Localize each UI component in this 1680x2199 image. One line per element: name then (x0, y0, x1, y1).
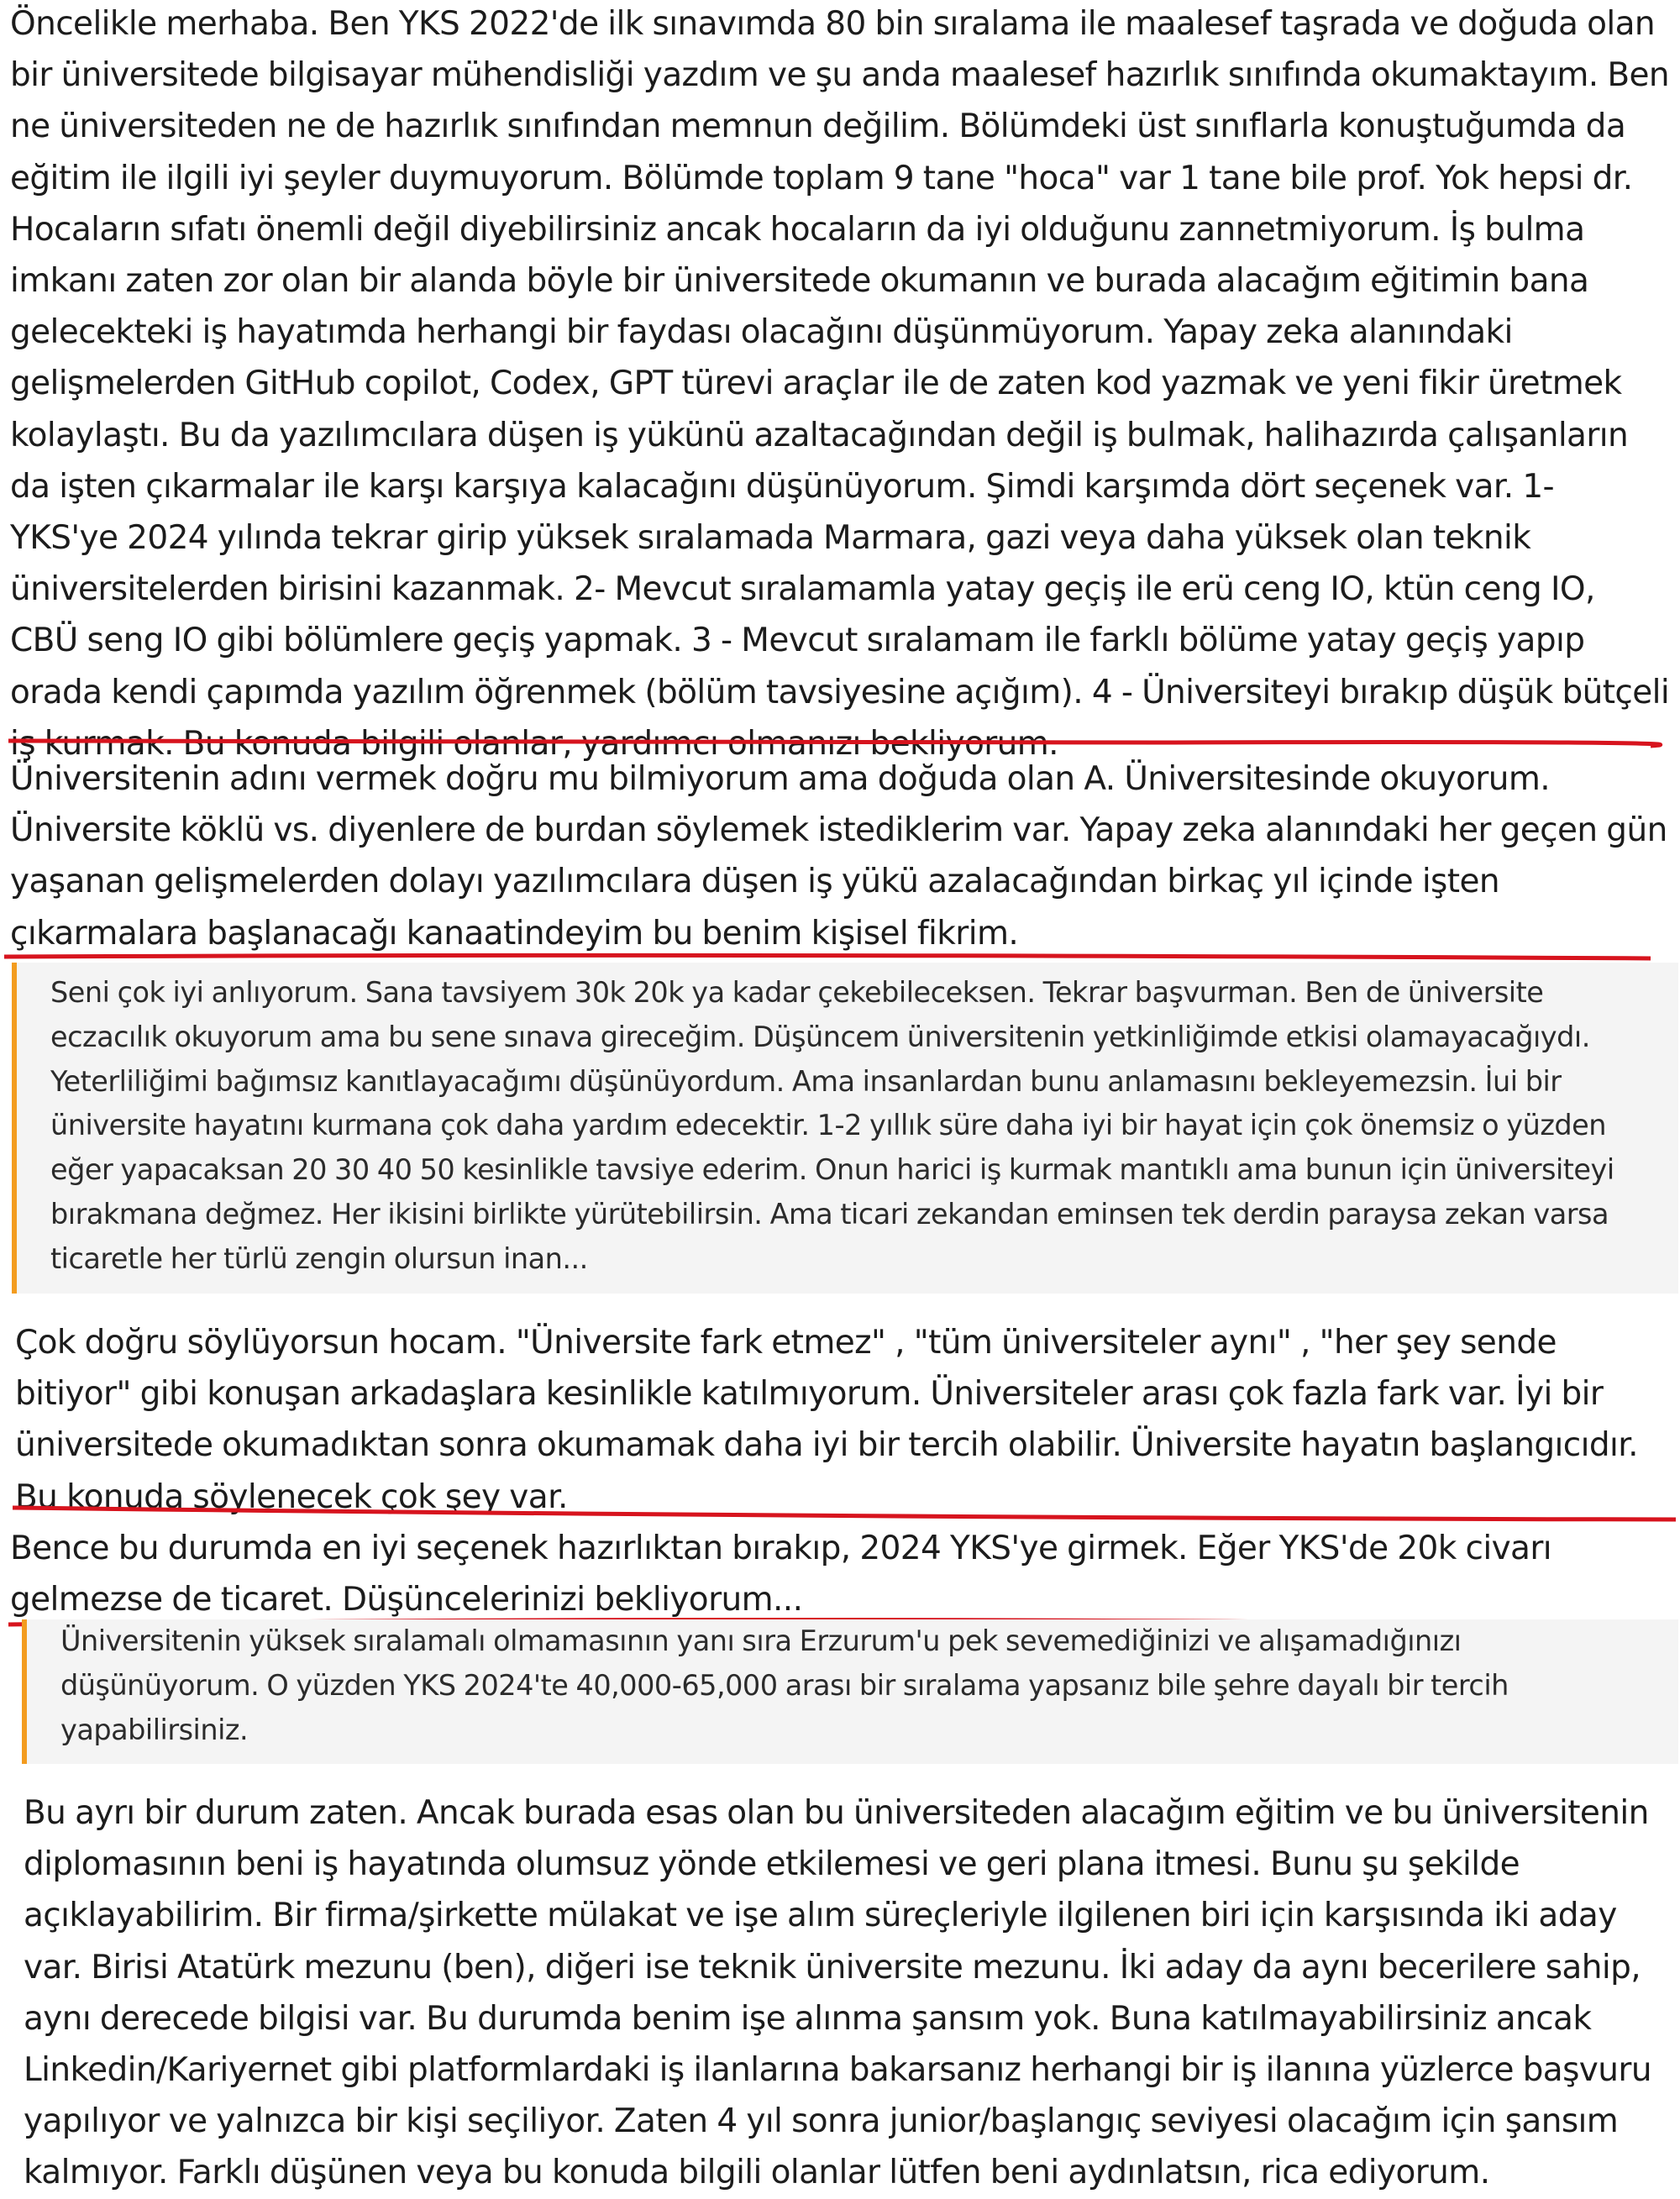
post-text: Öncelikle merhaba. Ben YKS 2022'de ilk sınavımda 80 bin sıralama ile maalesef taşrada ve doğuda olan bir üniversitede bilgisayar mühendisliği yazdım ve şu anda maalesef hazırlık sınıfında okumaktayım. Ben ne üniversiteden ne de hazırlık sınıfından memnun değilim. Bölümdeki üst sınıflarla konuştuğumda da eğitim ile ilgili iyi şeyler duymuyorum. Bölümde toplam 9 tane "hoca" var 1 tane bile prof. Yok hepsi dr. Hocaların sıfatı önemli değil diyebilirsiniz ancak hocaların da iyi olduğunu zannetmiyorum. İş bulma imkanı zaten zor olan bir alanda böyle bir üniversitede okumanın ve burada alacağım eğitimin bana gelecekteki iş hayatımda herhangi bir faydası olacağını düşünmüyorum. Yapay zeka alanındaki gelişmelerden GitHub copilot, Codex, GPT türevi araçlar ile de zaten kod yazmak ve yeni fikir üretmek kolaylaştı. Bu da yazılımcılara düşen iş yükünü azaltacağından değil iş bulmak, halihazırda çalışanların da işten çıkarmalar ile karşı karşıya kalacağını düşünüyorum. Şimdi karşımda dört seçenek var. 1- YKS'ye 2024 yılında tekrar girip yüksek sıralamada Marmara, gazi veya daha yüksek olan teknik üniversitelerden birisini kazanmak. 2- Mevcut sıralamamla yatay geçiş ile erü ceng IO, ktün ceng IO, CBÜ seng IO gibi bölümlere geçiş yapmak. 3 - Mevcut sıralamam ile farklı bölüme yatay geçiş yapıp orada kendi çapımda yazılım öğrenmek (bölüm tavsiyesine açığım). 4 - Üniversiteyi bırakıp düşük bütçeli iş kurmak. Bu konuda bilgili olanlar, yardımcı olmanızı bekliyorum. (10, 5, 1670, 763)
quote-text: Seni çok iyi anlıyorum. Sana tavsiyem 30k 20k ya kadar çekebileceksen. Tekrar başvurman. Ben de üniversite eczacılık okuyorum ama bu sene sınava gireceğim. Düşüncem üniversitenin yetkinliğimde etkisi olamayacağıydı. Yeterliliğimi bağımsız kanıtlayacağımı düşünüyordum. Ama insanlardan bunu anlamasını bekleyemezsin. İui bir üniversite hayatını kurmana çok daha yardım edecektir. 1-2 yıllık süre daha iyi bir hayat için çok önemsiz o yüzden eğer yapacaksan 20 30 40 50 kesinlikle tavsiye ederim. Onun harici iş kurmak mantıklı ama bunun için üniversiteyi bırakmana değmez. Her ikisini birlikte yürütebilirsin. Ama ticari zekandan eminsen tek derdin paraysa zekan varsa ticaretle her türlü zengin olursun inan... (50, 976, 1614, 1275)
post-reply-1 (10, 753, 1670, 959)
post-text: Bence bu durumda en iyi seçenek hazırlıktan bırakıp, 2024 YKS'ye girmek. Eğer YKS'de 20k civarı gelmezse de ticaret. Düşüncelerinizi bekliyorum... (10, 1530, 1552, 1619)
post-text: Üniversitenin adını vermek doğru mu bilmiyorum ama doğuda olan A. Üniversitesinde okuyorum. Üniversite köklü vs. diyenlere de burdan söylemek istediklerim var. Yapay zeka alanındaki her geçen gün yaşanan gelişmelerden dolayı yazılımcılara düşen iş yükü azalacağından birkaç yıl içinde işten çıkarmalara başlanacağı kanaatindeyim bu benim kişisel fikrim. (10, 760, 1667, 953)
separator-line (0, 952, 1680, 960)
post-reply-3 (10, 1523, 1670, 1625)
separator-line (0, 739, 1680, 748)
quote-text: Üniversitenin yüksek sıralamalı olmamasının yanı sıra Erzurum'u pek sevemediğinizi ve alışamadığınızı düşünüyorum. O yüzden YKS 2024'te 40,000-65,000 arası bir sıralama yapsanız bile şehre dayalı bir tercih yapabilirsiniz. (60, 1624, 1509, 1746)
post-reply-4 (24, 1787, 1672, 2199)
quote-block (22, 1619, 1678, 1764)
post-text: Çok doğru söylüyorsun hocam. "Üniversite fark etmez" , "tüm üniversiteler aynı" , "her şey sende bitiyor" gibi konuşan arkadaşlara kesinlikle katılmıyorum. Üniversiteler arası çok fazla fark var. İyi bir üniversitede okumadıktan sonra okumamak daha iyi bir tercih olabilir. Üniversite hayatın başlangıcıdır. Bu konuda söylenecek çok şey var. (15, 1324, 1638, 1516)
post-text: Bu ayrı bir durum zaten. Ancak burada esas olan bu üniversiteden alacağım eğitim ve bu üniversitenin diplomasının beni iş hayatında olumsuz yönde etkilemesi ve geri plana itmesi. Bunu şu şekilde açıklayabilirim. Bir firma/şirkette mülakat ve işe alım süreçleriyle ilgilenen biri için karşısında iki aday var. Birisi Atatürk mezunu (ben), diğeri ise teknik üniversite mezunu. İki aday da aynı becerilere sahip, aynı derecede bilgisi var. Bu durumda benim işe alınma şansım yok. Buna katılmayabilirsiniz ancak Linkedin/Kariyernet gibi platformlardaki iş ilanlarına bakarsanız herhangi bir iş ilanına yüzlerce başvuru yapılıyor ve yalnızca bir kişi seçiliyor. Zaten 4 yıl sonra junior/başlangıç seviyesi olacağım için şansım kalmıyor. Farklı düşünen veya bu konuda bilgili olanlar lütfen beni aydınlatsın, rica ediyorum. (24, 1794, 1651, 2192)
post-original (10, 0, 1670, 769)
quote-block (12, 963, 1678, 1294)
separator-line (0, 1508, 1680, 1516)
post-reply-2 (15, 1317, 1670, 1523)
